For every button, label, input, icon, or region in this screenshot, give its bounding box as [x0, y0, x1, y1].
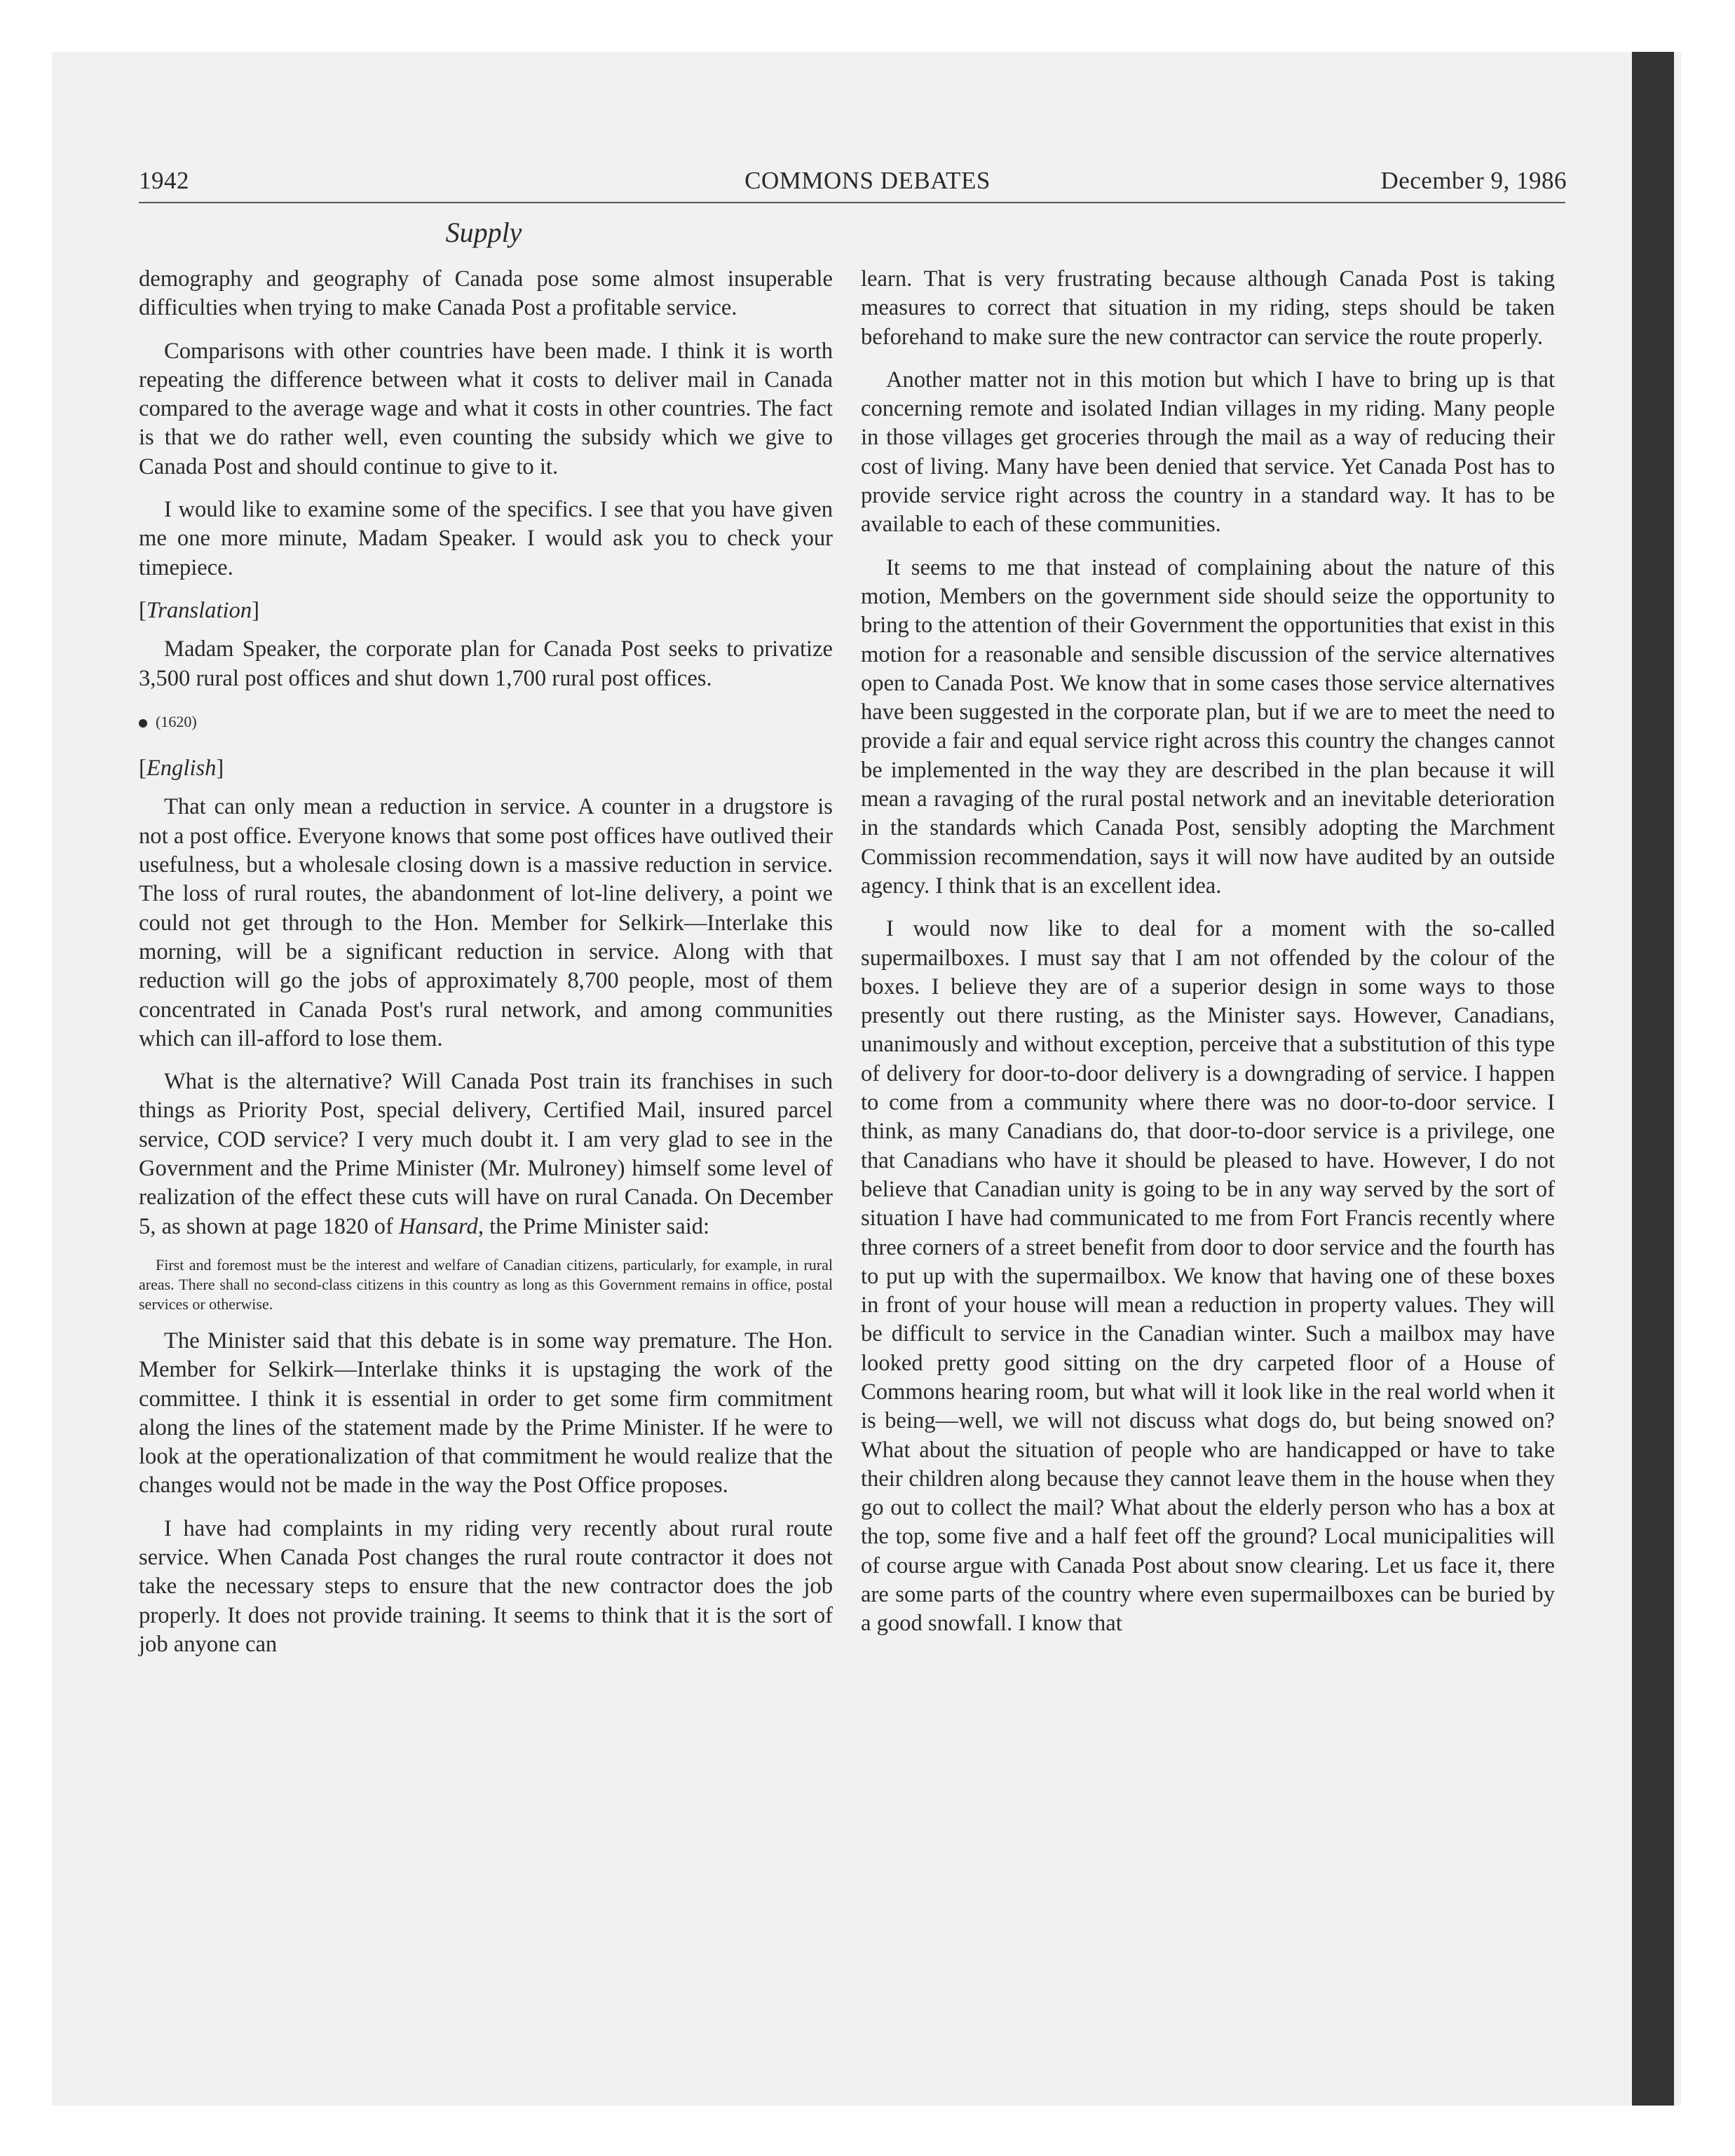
paragraph: Madam Speaker, the corporate plan for Canada Post seeks to privatize 3,500 rural post offices and shut down 1,700 rural post offices. — [139, 636, 833, 691]
right-column — [861, 265, 1555, 1653]
section-heading: Supply — [445, 217, 522, 248]
language-tag: [English] — [139, 756, 224, 782]
time-marker-label: (1620) — [156, 712, 197, 730]
paragraph — [139, 1067, 833, 1241]
publication-reference: Hansard — [398, 1213, 478, 1239]
page-number: 1942 — [139, 167, 189, 194]
paragraph: learn. That is very frustrating because although Canada Post is taking measures to correct that situation in my riding, steps should be taken beforehand to make sure the new contractor can service the route properly. — [861, 266, 1555, 350]
paragraph: demography and geography of Canada pose some almost insuperable difficulties when trying to make Canada Post a profitable service. — [139, 266, 833, 321]
publication-date: December 9, 1986 — [1380, 167, 1567, 194]
paragraph: I would now like to deal for a moment with the so-called supermailboxes. I must say that I am not offended by the colour of the boxes. I believe they are of a superior design in some ways to those presently out there rusting, as the Minister says. However, Canadians, unanimously and without exception, perceive that a substitution of this type of delivery for door-to-door delivery is a downgrading of service. I happen to come from a community where there was no door-to-door service. I think, as many Canadians do, that door-to-door service is a privilege, one that Canadians who have it should be pleased to have. However, I do not believe that Canadian unity is going to be in any way served by the sort of situation I have had communicated to me from Fort Francis recently where three corners of a street benefit from door to door service and the fourth has to put up with the supermailbox. We know that having one of these boxes in front of your house will mean a reduction in property values. They will be difficult to service in the Canadian winter. Such a mailbox may have looked pretty good sitting on the dry carpeted floor of a House of Commons hearing room, but what will it look like in the real world when it is being—well, we will not discuss what dogs do, but being snowed on? What about the situation of people who are handicapped or have to take their children along because they cannot leave them in the house when they go out to collect the mail? What about the elderly person who has a box at the top, some five and a half feet off the ground? Local municipalities will of course argue with Canada Post about snow clearing. Let us face it, there are some parts of the country where even supermailboxes can be buried by a good snowfall. I know that — [861, 916, 1555, 1637]
language-tag-label: Translation — [146, 597, 252, 623]
bullet-dot-icon — [139, 719, 147, 728]
paragraph: Comparisons with other countries have been made. I think it is worth repeating the difference between what it costs to deliver mail in Canada compared to the average wage and what it costs in other countries. The fact is that we do rather well, even counting the subsidy which we give to Canada Post and should continue to give to it. — [139, 338, 833, 479]
paragraph: It seems to me that instead of complaining about the nature of this motion, Members on the government side should seize the opportunity to bring to the attention of their Government the opportunities that exist in this motion for a reasonable and sensible discussion of the service alternatives open to Canada Post. We know that in some cases those service alternatives have been suggested in the corporate plan, but if we are to meet the need to provide a fair and equal service right across this country the changes cannot be implemented in the way they are described in the plan because it will mean a ravaging of the rural postal network and an inevitable deterioration in the standards which Canada Post, sensibly adopting the Marchment Commission recommendation, says it will now have audited by an outside agency. I think that is an excellent idea. — [861, 554, 1555, 899]
language-tag-label: English — [146, 756, 217, 782]
publication-title: COMMONS DEBATES — [744, 167, 991, 194]
language-tag: [Translation] — [139, 597, 259, 623]
header-rule — [139, 202, 1565, 203]
paragraph: I have had complaints in my riding very recently about rural route service. When Canada Post changes the rural route contractor it does not take the necessary steps to ensure that the new contractor does the job properly. It does not provide training. It seems to think that it is the sort of job anyone can — [139, 1515, 833, 1657]
block-quote: First and foremost must be the interest and welfare of Canadian citizens, particularly, for example, in rural areas. There shall no second-class citizens in this country as long as this Government remains in office, postal services or otherwise. — [139, 1255, 833, 1313]
paragraph: I would like to examine some of the specifics. I see that you have given me one more minute, Madam Speaker. I would ask you to check your timepiece. — [139, 497, 833, 580]
time-marker — [139, 707, 833, 736]
paragraph: That can only mean a reduction in service. A counter in a drugstore is not a post office. Everyone knows that some post offices have outlived their usefulness, but a wholesale closing down is a massive reduction in service. The loss of rural routes, the abandonment of lot-line delivery, a point we could not get through to the Hon. Member for Selkirk—Interlake this morning, will be a significant reduction in service. Along with that reduction will go the jobs of approximately 8,700 people, most of them concentrated in Canada Post's rural network, and among communities which can ill-afford to lose them. — [139, 794, 833, 1051]
paragraph: The Minister said that this debate is in some way premature. The Hon. Member for Selkirk—Interlake thinks it is upstaging the work of the committee. I think it is essential in order to get some firm commitment along the lines of the statement made by the Prime Minister. If he were to look at the operationalization of that commitment he would realize that the changes would not be made in the way the Post Office proposes. — [139, 1328, 833, 1499]
paragraph-text: What is the alternative? Will Canada Post train its franchises in such things as Priority Post, special delivery, Certified Mail, insured parcel service, COD service? I very much doubt it. I am very glad to see in the Government and the Prime Minister (Mr. Mulroney) himself some level of realization of the effect these cuts will have on rural Canada. On December 5, as shown at page 1820 of — [139, 1069, 833, 1239]
paragraph-text: , the Prime Minister said: — [477, 1213, 710, 1239]
paragraph: Another matter not in this motion but which I have to bring up is that concerning remote and isolated Indian villages in my riding. Many people in those villages get groceries through the mail as a way of reducing their cost of living. Many have been denied that service. Yet Canada Post has to provide service right across the country in a standard way. It has to be available to each of these communities. — [861, 367, 1555, 538]
left-column — [139, 265, 833, 1673]
